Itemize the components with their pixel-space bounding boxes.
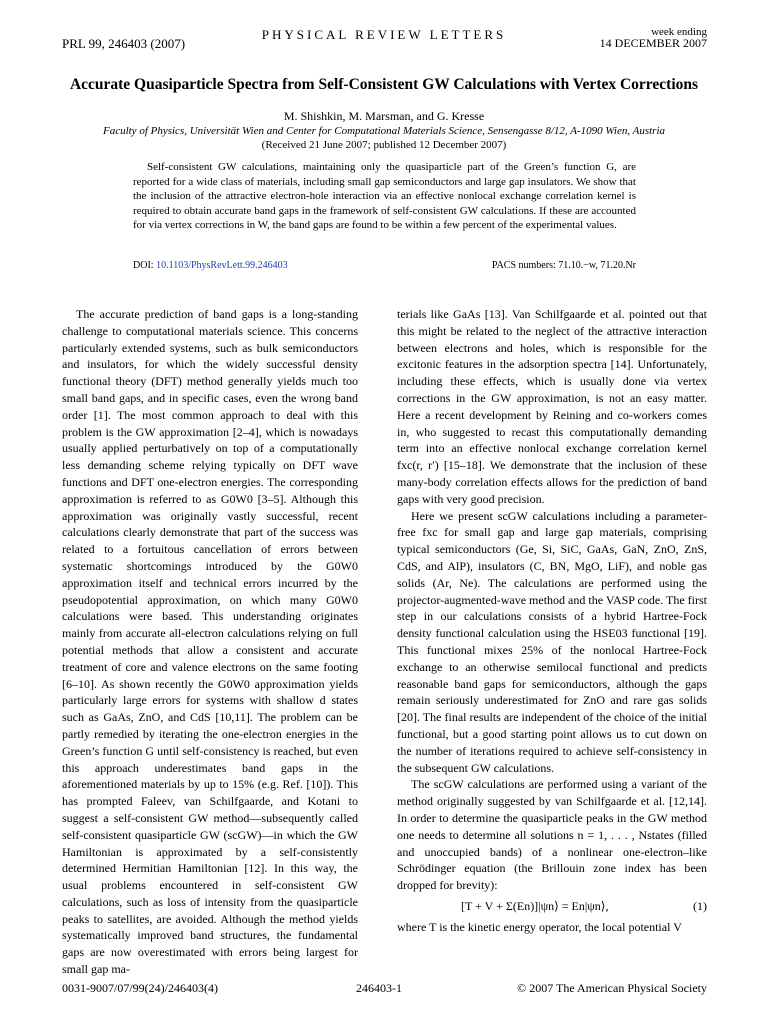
body-paragraph: The accurate prediction of band gaps is a long-standing challenge to computational materials science. This concerns particularly extended systems, such as bulk semiconductors and insulators, for which the widely successful density functional theory (DFT) method generally yields much too small band gaps, and in specific cases, even the wrong band order [1]. The most common approach to deal with this problem is the GW approximation [2–4], which is nowadays usually applied perturbatively on top of a computationally less demanding scheme relying typically on DFT wave functions and DFT one-electron energies. The corresponding approximation is referred to as G0W0 [3–5]. Although this approximation was originally vastly successful, recent calculations clearly demonstrate that part of the success was related to a fortuitous cancellation of errors between systematic shortcomings introduced by the G0W0 approximation itself and technical errors incurred by the pseudopotential approximation, on which many G0W0 calculations were based. This understanding originates mainly from accurate all-electron calculations relying on full potential methods that allow a consistent and accurate treatment of core and valence electrons on the same footing [6–10]. As shown recently the G0W0 approximation yields particularly large errors for systems with shallow d states such as GaAs, ZnO, and CdS [10,11]. The problem can be partly remedied by iterating the one-electron energies in the Green’s function G until self-consistency is reached, but even this approach underestimates band gaps in the aforementioned materials by up to 15% (e.g. Ref. [10]). This has prompted Faleev, van Schilfgaarde, and Kotani to suggest a self-consistent GW method—subsequently called self-consistent quasiparticle GW (scGW)—in which the GW Hamiltonian is approximated by a self-consistently determined Hermitian Hamiltonian [12]. In this way, the usual problems encountered in self-consistent GW calculations, such as loss of intensity from the quasiparticle peaks to satellites, are avoided. Although the method yields systematically improved band structures, the fundamental gaps are now overestimated with errors being largest for small gap ma- — [62, 307, 358, 977]
journal-reference: PRL 99, 246403 (2007) — [62, 36, 186, 51]
footer-code: 0031-9007/07/99(24)/246403(4) — [62, 981, 218, 995]
author-list: M. Shishkin, M. Marsman, and G. Kresse — [283, 109, 485, 123]
journal-name: PHYSICAL REVIEW LETTERS — [261, 27, 507, 42]
doi-line — [133, 260, 288, 271]
body-paragraph: The scGW calculations are performed using a variant of the method originally suggested by van Schilfgaarde et al. [12,14]. In order to determine the quasiparticle peaks in the GW method one needs to determine all solutions n = 1, . . . , Nstates (filled and unoccupied bands) of a nonlinear one-electron–like Schrödinger equation (the Brillouin zone index has been dropped for brevity): — [397, 777, 707, 893]
doi-label: DOI: — [133, 260, 154, 271]
copyright: © 2007 The American Physical Society — [517, 981, 707, 995]
abstract: Self-consistent GW calculations, maintaining only the quasiparticle part of the Green’s function G, are reported for a wide class of materials, including small gap semiconductors and large gap insulators. We show that the inclusion of the attractive electron-hole interaction via an effective nonlocal exchange correlation kernel is required to obtain accurate band gaps in the framework of self-consistent GW calculations. If these are accounted for via vertex corrections in W, the band gaps are found to be within a few percent of the experimental values. — [133, 161, 636, 232]
affiliation: Faculty of Physics, Universität Wien and Center for Computational Materials Science, Sensengasse 8/12, A-1090 Wien, Austria — [102, 125, 666, 137]
left-column — [62, 306, 358, 978]
week-label: week ending — [651, 26, 707, 38]
right-column — [397, 306, 707, 935]
week-date: 14 DECEMBER 2007 — [599, 36, 707, 50]
body-paragraph: where T is the kinetic energy operator, the local potential V — [397, 919, 682, 934]
issue-date — [600, 27, 707, 49]
page-number: 246403-1 — [356, 981, 402, 995]
pacs-numbers: PACS numbers: 71.10.−w, 71.20.Nr — [491, 260, 636, 271]
received-dates: (Received 21 June 2007; published 12 December 2007) — [261, 139, 507, 151]
paper-title: Accurate Quasiparticle Spectra from Self-Consistent GW Calculations with Vertex Corrections — [69, 76, 699, 93]
equation-number: (1) — [693, 898, 707, 913]
doi-link[interactable]: 10.1103/PhysRevLett.99.246403 — [156, 260, 288, 271]
body-paragraph: terials like GaAs [13]. Van Schilfgaarde et al. pointed out that this might be related to the neglect of the attractive interaction between electrons and holes, which is responsible for the excitonic features in the adsorption spectra [14]. Unfortunately, including these effects, which is usually done via vertex corrections in the GW approximation, is not an easy matter. Here a recent development by Reining and co-workers comes in, who suggested to recast this computationally demanding term into an effective nonlocal exchange correlation kernel fxc(r, r′) [15–18]. We demonstrate that the inclusion of these many-body correlation effects allows for the prediction of band gaps with very good precision. — [397, 307, 707, 506]
equation-1 — [397, 898, 707, 915]
equation-body: [T + V + Σ(En)]|ψn⟩ = En|ψn⟩, — [461, 898, 609, 913]
body-paragraph: Here we present scGW calculations including a parameter-free fxc for small gap and large gap materials, comprising typical semiconductors (Ge, Si, SiC, GaAs, GaN, ZnO, ZnS, CdS, and AlP), insulators (C, BN, MgO, LiF), and noble gas solids (Ar, Ne). The calculations are performed using the projector-augmented-wave method and the VASP code. The first step in our calculations consists of a hybrid Hartree-Fock density functional calculation using the HSE03 functional [19]. This functional mixes 25% of the nonlocal Hartree-Fock exchange to an otherwise semilocal functional and predicts reasonable band gaps for semiconductors, although the gaps remain seriously underestimated for ZnO and rare gas solids [20]. The final results are independent of the choice of the initial functional, but a good starting point allows us to cut down on the number of iterations required to achieve self-consistency in the subsequent GW calculations. — [397, 508, 707, 775]
